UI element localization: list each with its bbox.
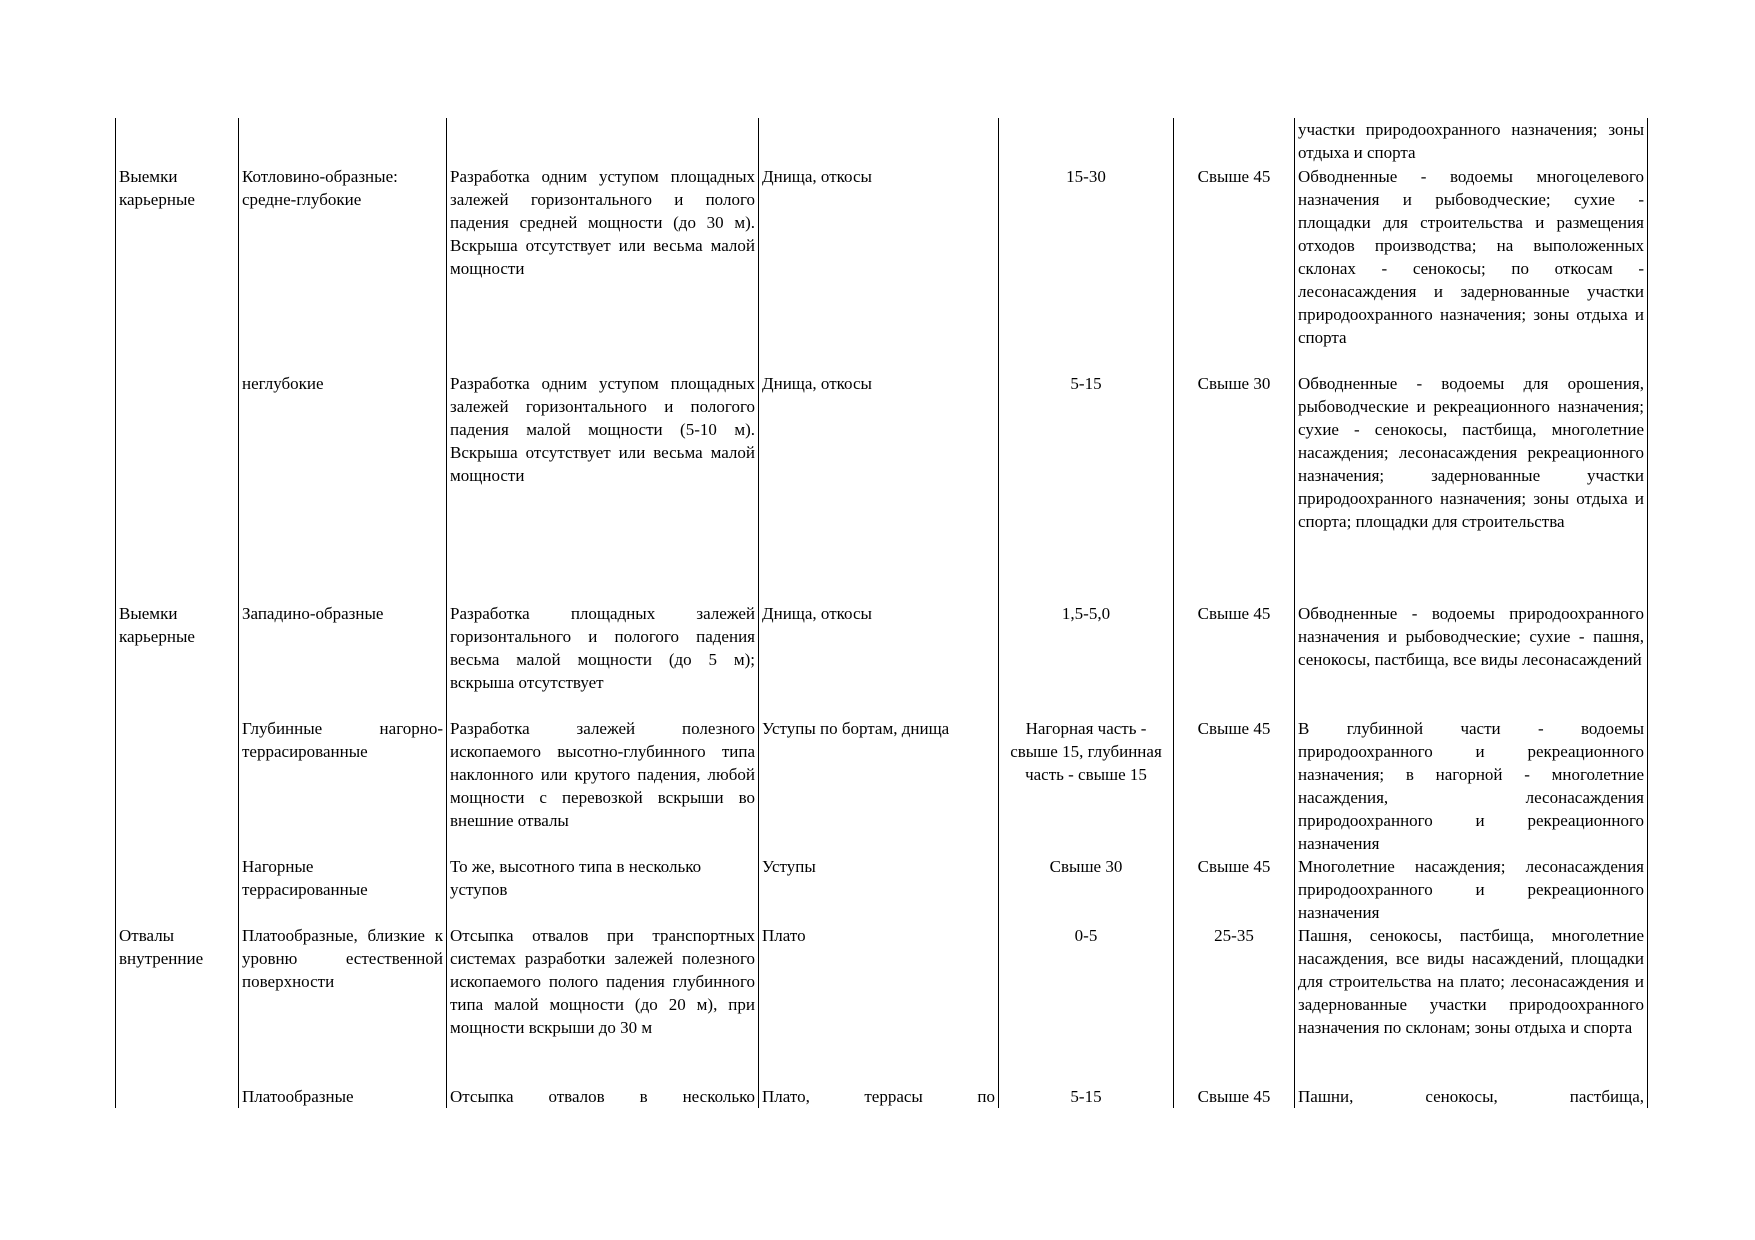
cell-slope: Свыше 45 — [1174, 165, 1295, 372]
cell-type — [116, 1085, 239, 1108]
cell-use: участки природоохранного назначения; зоны отдыха и спорта — [1295, 118, 1648, 165]
cell-method: Разработка одним уступом площадных залежей горизонтального и пологого падения малой мощности (5-10 м). Вскрыша отсутствует или весьма малой мощности — [447, 372, 759, 602]
cell-slope: 25-35 — [1174, 924, 1295, 1085]
table-row — [116, 602, 1648, 717]
cell-slope: Свыше 45 — [1174, 1085, 1295, 1108]
cell-method: Отсыпка отвалов при транспортных системах разработки залежей полезного ископаемого полого падения глубинного типа малой мощности (до 20 м), при мощности вскрыши до 30 м — [447, 924, 759, 1085]
cell-depth: Нагорная часть - свыше 15, глубинная часть - свыше 15 — [999, 717, 1174, 855]
cell-method: Разработка залежей полезного ископаемого высотно-глубинного типа наклонного или крутого падения, любой мощности с перевозкой вскрыши во внешние отвалы — [447, 717, 759, 855]
cell-shape: Нагорные террасированные — [239, 855, 447, 924]
cell-shape: Платообразные — [239, 1085, 447, 1108]
cell-shape: Платообразные, близкие к уровню естественной поверхности — [239, 924, 447, 1085]
cell-depth: 15-30 — [999, 165, 1174, 372]
cell-method: Разработка одним уступом площадных залежей горизонтального и полого падения средней мощности (до 30 м). Вскрыша отсутствует или весьма малой мощности — [447, 165, 759, 372]
cell-shape — [239, 118, 447, 165]
cell-use: Обводненные - водоемы природоохранного назначения и рыбоводческие; сухие - пашня, сенокосы, пастбища, все виды лесонасаждений — [1295, 602, 1648, 717]
cell-elements: Уступы — [759, 855, 999, 924]
cell-shape: Котловино-образные: средне-глубокие — [239, 165, 447, 372]
cell-elements — [759, 118, 999, 165]
cell-slope — [1174, 118, 1295, 165]
cell-slope: Свыше 45 — [1174, 717, 1295, 855]
cell-shape: неглубокие — [239, 372, 447, 602]
cell-method — [447, 118, 759, 165]
table-row — [116, 165, 1648, 372]
cell-use: Обводненные - водоемы многоцелевого назначения и рыбоводческие; сухие - площадки для строительства и размещения отходов производства; на выположенных склонах - сенокосы; по откосам - лесонасаждения и задернованные участки природоохранного назначения; зоны отдыха и спорта — [1295, 165, 1648, 372]
cell-method: Разработка площадных залежей горизонтального и пологого падения весьма малой мощности (до 5 м); вскрыша отсутствует — [447, 602, 759, 717]
cell-slope: Свыше 45 — [1174, 602, 1295, 717]
cell-type — [116, 118, 239, 165]
cell-slope: Свыше 45 — [1174, 855, 1295, 924]
cell-elements: Днища, откосы — [759, 165, 999, 372]
reclamation-table — [115, 118, 1648, 1108]
cell-type — [116, 717, 239, 855]
cell-use: Пашня, сенокосы, пастбища, многолетние насаждения, все виды насаждений, площадки для строительства на плато; лесонасаждения и задернованные участки природоохранного назначения по склонам; зоны отдыха и спорта — [1295, 924, 1648, 1085]
cell-use: Обводненные - водоемы для орошения, рыбоводческие и рекреационного назначения; сухие - сенокосы, пастбища, многолетние насаждения; лесонасаждения рекреационного назначения; задернованные участки природоохранного назначения; зоны отдыха и спорта; площадки для строительства — [1295, 372, 1648, 602]
cell-depth: 0-5 — [999, 924, 1174, 1085]
cell-type: Выемки карьерные — [116, 602, 239, 717]
cell-elements: Днища, откосы — [759, 372, 999, 602]
cell-elements: Днища, откосы — [759, 602, 999, 717]
table-row — [116, 372, 1648, 602]
cell-shape: Глубинные нагорно-террасированные — [239, 717, 447, 855]
table-row — [116, 855, 1648, 924]
cell-elements: Плато — [759, 924, 999, 1085]
cell-type: Выемки карьерные — [116, 165, 239, 372]
cell-type: Отвалы внутренние — [116, 924, 239, 1085]
cell-depth: 5-15 — [999, 1085, 1174, 1108]
cell-use: Многолетние насаждения; лесонасаждения природоохранного и рекреационного назначения — [1295, 855, 1648, 924]
table-row — [116, 118, 1648, 165]
cell-use: В глубинной части - водоемы природоохранного и рекреационного назначения; в нагорной - многолетние насаждения, лесонасаждения природоохранного и рекреационного назначения — [1295, 717, 1648, 855]
cell-use: Пашни, сенокосы, пастбища, — [1295, 1085, 1648, 1108]
cell-type — [116, 855, 239, 924]
cell-slope: Свыше 30 — [1174, 372, 1295, 602]
cell-elements: Уступы по бортам, днища — [759, 717, 999, 855]
cell-depth: Свыше 30 — [999, 855, 1174, 924]
cell-shape: Западино-образные — [239, 602, 447, 717]
cell-depth: 1,5-5,0 — [999, 602, 1174, 717]
cell-method: Отсыпка отвалов в несколько — [447, 1085, 759, 1108]
cell-method: То же, высотного типа в несколько уступов — [447, 855, 759, 924]
table-row — [116, 924, 1648, 1085]
cell-type — [116, 372, 239, 602]
cell-elements: Плато, террасы по — [759, 1085, 999, 1108]
table-row — [116, 717, 1648, 855]
cell-depth — [999, 118, 1174, 165]
cell-depth: 5-15 — [999, 372, 1174, 602]
table-row — [116, 1085, 1648, 1108]
